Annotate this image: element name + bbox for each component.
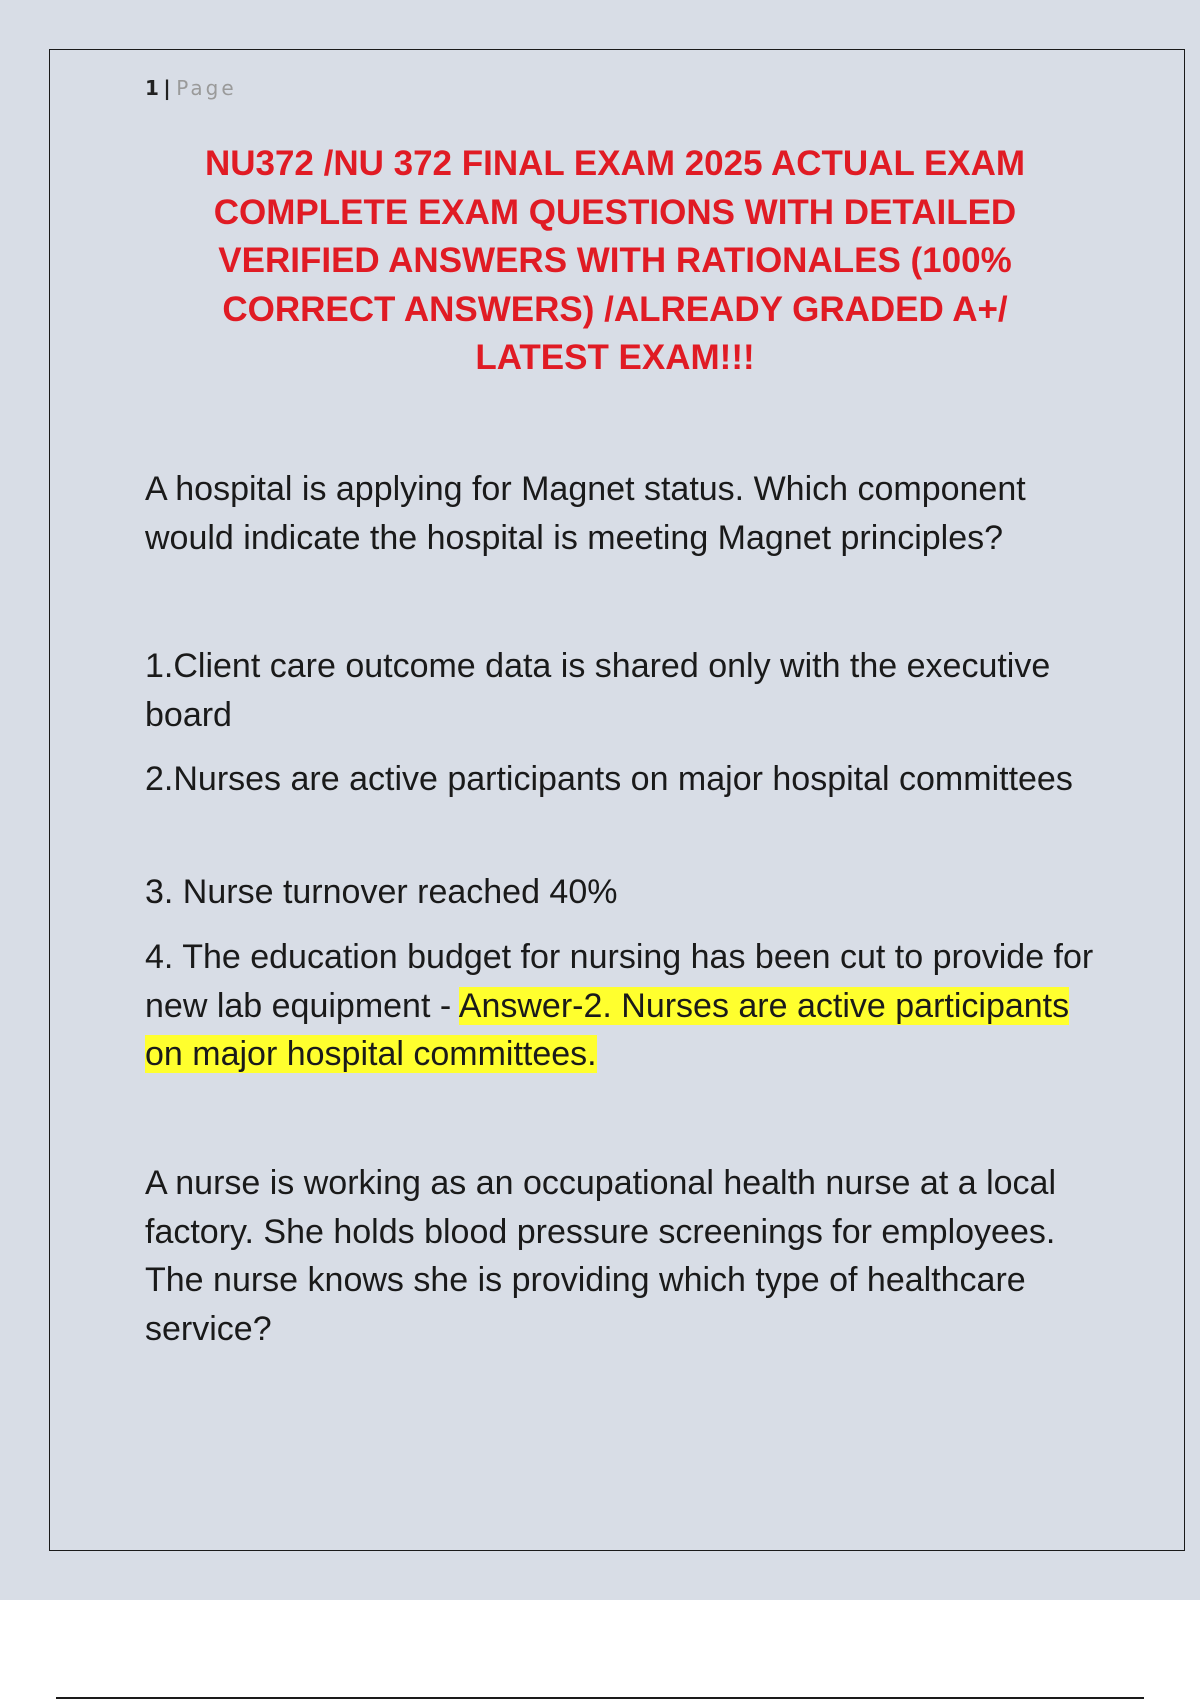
question-1-option-2: 2.Nurses are active participants on major hospital committees [145,760,1073,798]
answer-highlight: Answer-2. Nurses are active participants on major hospital committees. [145,986,1070,1073]
question-1-option-1: 1.Client care outcome data is shared only with the executive board [145,647,1051,734]
question-1-option-3: 3. Nurse turnover reached 40% [145,873,618,911]
title-line: NU372 /NU 372 FINAL EXAM 2025 ACTUAL EXAM [204,144,1026,183]
page-number: 1 [145,76,160,100]
question-2-stem: A nurse is working as an occupational health nurse at a local factory. She holds blood pressure screenings for employees. The nurse knows she is providing which type of healthcare service? [145,1164,1056,1348]
title-line: COMPLETE EXAM QUESTIONS WITH DETAILED [213,192,1017,232]
option-4-text: 4. The education budget for nursing has been cut to provide for new lab equipment - [145,938,1094,1025]
page-word: Page [176,76,237,100]
page-number-separator: | [163,76,172,100]
title-line: CORRECT ANSWERS) /ALREADY GRADED A+/ [222,289,1008,329]
page-number-header [145,76,237,100]
question-1-option-4 [145,933,1095,1079]
footer-divider [56,1697,1144,1699]
question-1-stem: A hospital is applying for Magnet status. Which component would indicate the hospital is meeting Magnet principles? [145,470,1026,557]
document-title [150,140,1080,383]
title-line: VERIFIED ANSWERS WITH RATIONALES (100% [218,241,1012,280]
title-line: LATEST EXAM!!! [475,338,755,377]
